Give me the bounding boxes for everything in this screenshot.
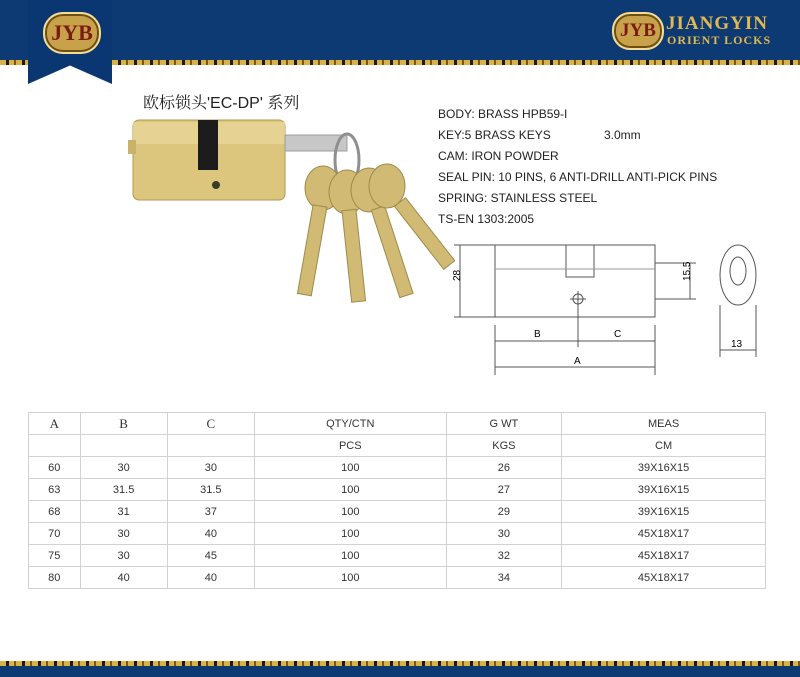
table-row: 68 31 37 100 29 39X16X15 (29, 501, 766, 523)
table-row: 75 30 45 100 32 45X18X17 (29, 545, 766, 567)
spec-list (438, 104, 717, 230)
brand-name: JIANGYIN (666, 13, 768, 34)
decorative-border-top (0, 60, 800, 65)
spec-table (28, 412, 766, 589)
spec-body: BODY: BRASS HPB59-I (438, 107, 568, 121)
brand-subtitle: ORIENT LOCKS (667, 33, 772, 47)
dim-height-label: 28 (452, 269, 463, 281)
dim-a-label: A (574, 356, 581, 367)
col-gwt: G WT (446, 413, 562, 435)
col-meas: MEAS (562, 413, 766, 435)
spec-cam: CAM: IRON POWDER (438, 149, 559, 163)
dim-c-label: C (614, 329, 622, 340)
col-c: C (167, 413, 254, 435)
unit-cm: CM (562, 435, 766, 457)
technical-drawing (440, 225, 760, 375)
jyb-logo[interactable]: JYB (43, 12, 101, 54)
brand-logo-badge: JYB (612, 12, 664, 50)
spec-seal-pin: SEAL PIN: 10 PINS, 6 ANTI-DRILL ANTI-PICK PINS (438, 170, 718, 184)
spec-spring: SPRING: STAINLESS STEEL (438, 191, 598, 205)
table-row: 63 31.5 31.5 100 27 39X16X15 (29, 479, 766, 501)
unit-kgs: KGS (446, 435, 562, 457)
table-unit-row (29, 435, 766, 457)
dim-side-label: 15.5 (682, 261, 693, 281)
spec-standard: TS-EN 1303:2005 (438, 212, 535, 226)
unit-pcs: PCS (254, 435, 446, 457)
table-header-row (29, 413, 766, 435)
col-a: A (29, 413, 81, 435)
lock-cylinder-photo (125, 110, 455, 320)
spec-key-thickness: 3.0mm (604, 128, 641, 142)
table-row: 80 40 40 100 34 45X18X17 (29, 567, 766, 589)
col-qty: QTY/CTN (254, 413, 446, 435)
col-b: B (80, 413, 167, 435)
dim-width-label: 13 (731, 339, 743, 350)
spec-key: KEY:5 BRASS KEYS 3.0mm (438, 125, 717, 146)
footer-bar (0, 666, 800, 677)
product-title: 欧标锁头'EC-DP' 系列 (143, 95, 300, 112)
table-row: 70 30 40 100 30 45X18X17 (29, 523, 766, 545)
table-row: 60 30 30 100 26 39X16X15 (29, 457, 766, 479)
dim-b-label: B (534, 329, 541, 340)
